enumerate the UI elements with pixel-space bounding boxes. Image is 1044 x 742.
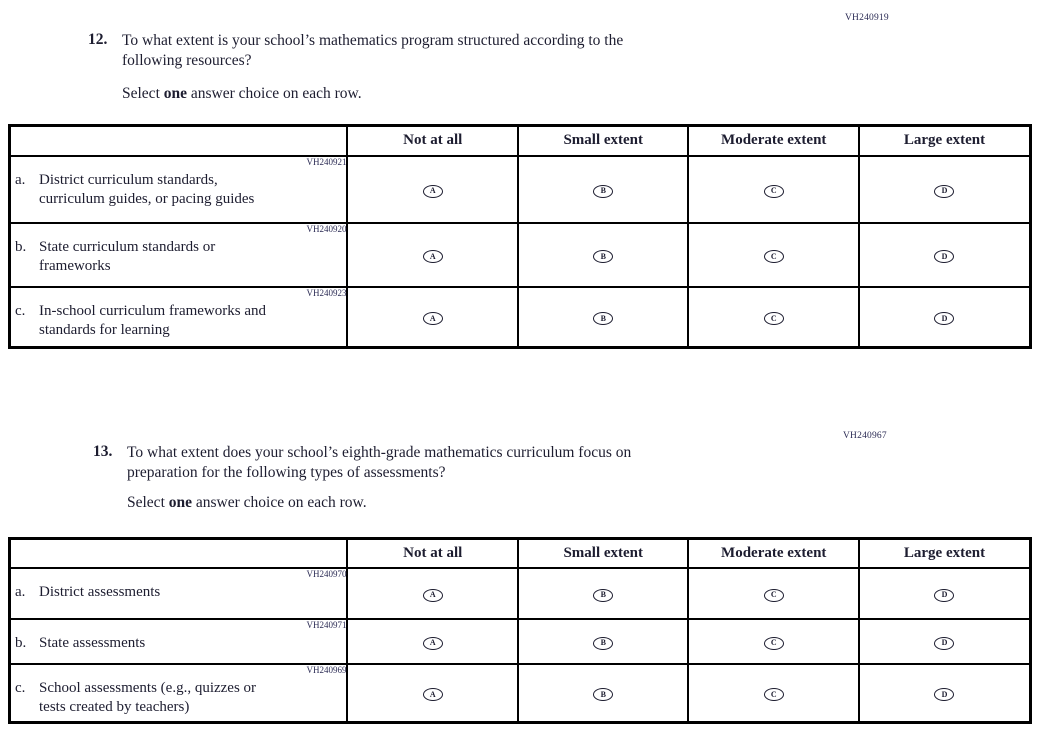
- answer-cell: [518, 664, 689, 723]
- answer-oval-c[interactable]: C: [764, 637, 784, 650]
- table-row: [10, 223, 1031, 287]
- question-13-number: 13.: [93, 443, 113, 460]
- column-header-small-extent: Small extent: [518, 539, 689, 568]
- row-letter: c.: [15, 679, 26, 696]
- table-row: [10, 619, 1031, 664]
- answer-oval-c[interactable]: C: [764, 589, 784, 602]
- row-label: [11, 679, 346, 717]
- row-label: [11, 238, 346, 276]
- answer-oval-a[interactable]: A: [423, 637, 443, 650]
- column-header-small-extent: Small extent: [518, 126, 689, 156]
- answer-cell: [518, 156, 689, 223]
- answer-oval-d[interactable]: D: [934, 312, 954, 325]
- row-letter: a.: [15, 583, 26, 600]
- row-label: [11, 171, 346, 209]
- answer-oval-a[interactable]: A: [423, 589, 443, 602]
- question-text-line: preparation for the following types of assessments?: [127, 463, 446, 481]
- row-text: State curriculum standards or frameworks: [39, 238, 216, 274]
- row-accession-code: VH240920: [306, 223, 347, 234]
- question-13-text: [127, 443, 631, 482]
- answer-cell: [688, 664, 859, 723]
- answer-oval-d[interactable]: D: [934, 589, 954, 602]
- instruction-pre: Select: [122, 85, 164, 102]
- answer-oval-b[interactable]: B: [593, 185, 613, 198]
- column-header-large-extent: Large extent: [859, 539, 1031, 568]
- answer-cell: [688, 287, 859, 348]
- row-accession-code: VH240923: [306, 287, 347, 298]
- answer-cell: [347, 223, 518, 287]
- row-text: State assessments: [39, 634, 146, 651]
- question-text-line: To what extent is your school’s mathematics program structured according to the: [122, 32, 624, 49]
- column-header-moderate-extent: Moderate extent: [688, 539, 859, 568]
- question-12-accession-code: VH240919: [845, 13, 889, 23]
- row-letter: b.: [15, 238, 27, 255]
- stub-header-empty: [10, 126, 348, 156]
- answer-oval-d[interactable]: D: [934, 688, 954, 701]
- question-13-response-table: [8, 537, 1032, 724]
- answer-oval-d[interactable]: D: [934, 250, 954, 263]
- row-stub: [10, 619, 348, 664]
- table-row: [10, 664, 1031, 723]
- question-12-block: [88, 31, 768, 70]
- row-letter: a.: [15, 171, 26, 188]
- answer-cell: [518, 287, 689, 348]
- row-text: School assessments (e.g., quizzes or tests created by teachers): [39, 679, 257, 715]
- answer-oval-c[interactable]: C: [764, 185, 784, 198]
- answer-cell: [859, 568, 1031, 619]
- instruction-bold: one: [168, 494, 192, 511]
- column-header-not-at-all: Not at all: [347, 539, 518, 568]
- answer-cell: [859, 619, 1031, 664]
- row-accession-code: VH240970: [306, 568, 347, 579]
- answer-oval-c[interactable]: C: [764, 688, 784, 701]
- question-13-block: [93, 443, 813, 482]
- instruction-pre: Select: [127, 494, 169, 511]
- row-label: [11, 634, 346, 653]
- answer-oval-c[interactable]: C: [764, 250, 784, 263]
- answer-oval-a[interactable]: A: [423, 250, 443, 263]
- stub-header-empty: [10, 539, 348, 568]
- table-row: [10, 156, 1031, 223]
- row-stub: [10, 664, 348, 723]
- row-text: District curriculum standards, curriculum guides, or pacing guides: [39, 171, 255, 207]
- row-stub: [10, 223, 348, 287]
- answer-cell: [347, 619, 518, 664]
- answer-oval-d[interactable]: D: [934, 185, 954, 198]
- answer-cell: [859, 223, 1031, 287]
- row-stub: [10, 156, 348, 223]
- answer-oval-c[interactable]: C: [764, 312, 784, 325]
- question-12-text: [122, 31, 623, 70]
- answer-oval-a[interactable]: A: [423, 312, 443, 325]
- answer-oval-d[interactable]: D: [934, 637, 954, 650]
- row-letter: b.: [15, 634, 27, 651]
- question-12-number: 12.: [88, 31, 108, 48]
- answer-cell: [347, 287, 518, 348]
- answer-cell: [347, 156, 518, 223]
- row-accession-code: VH240971: [306, 619, 347, 630]
- answer-cell: [688, 223, 859, 287]
- table-row: [10, 287, 1031, 348]
- answer-cell: [688, 568, 859, 619]
- row-accession-code: VH240921: [306, 156, 347, 167]
- column-header-large-extent: Large extent: [859, 126, 1031, 156]
- answer-oval-b[interactable]: B: [593, 589, 613, 602]
- row-accession-code: VH240969: [306, 664, 347, 675]
- row-stub: [10, 287, 348, 348]
- answer-cell: [859, 156, 1031, 223]
- answer-oval-a[interactable]: A: [423, 185, 443, 198]
- instruction-post: answer choice on each row.: [187, 85, 362, 102]
- column-header-not-at-all: Not at all: [347, 126, 518, 156]
- table-row: [10, 568, 1031, 619]
- row-letter: c.: [15, 302, 26, 319]
- answer-cell: [347, 568, 518, 619]
- question-12-select-instruction: [122, 85, 362, 103]
- answer-oval-a[interactable]: A: [423, 688, 443, 701]
- row-stub: [10, 568, 348, 619]
- question-text-line: To what extent does your school’s eighth-grade mathematics curriculum focus on: [127, 444, 632, 461]
- answer-cell: [859, 664, 1031, 723]
- row-label: [11, 583, 346, 602]
- question-13-accession-code: VH240967: [843, 431, 887, 441]
- column-header-moderate-extent: Moderate extent: [688, 126, 859, 156]
- answer-oval-b[interactable]: B: [593, 637, 613, 650]
- row-text: District assessments: [39, 583, 161, 600]
- answer-cell: [347, 664, 518, 723]
- instruction-post: answer choice on each row.: [192, 494, 367, 511]
- answer-cell: [518, 568, 689, 619]
- question-text-line: following resources?: [122, 51, 252, 69]
- answer-cell: [859, 287, 1031, 348]
- answer-cell: [688, 619, 859, 664]
- question-12-response-table: [8, 124, 1032, 349]
- answer-oval-b[interactable]: B: [593, 312, 613, 325]
- answer-cell: [518, 619, 689, 664]
- answer-cell: [518, 223, 689, 287]
- row-label: [11, 302, 346, 340]
- answer-oval-b[interactable]: B: [593, 250, 613, 263]
- instruction-bold: one: [163, 85, 187, 102]
- row-text: In-school curriculum frameworks and standards for learning: [39, 302, 267, 338]
- answer-cell: [688, 156, 859, 223]
- question-13-select-instruction: [127, 494, 367, 512]
- answer-oval-b[interactable]: B: [593, 688, 613, 701]
